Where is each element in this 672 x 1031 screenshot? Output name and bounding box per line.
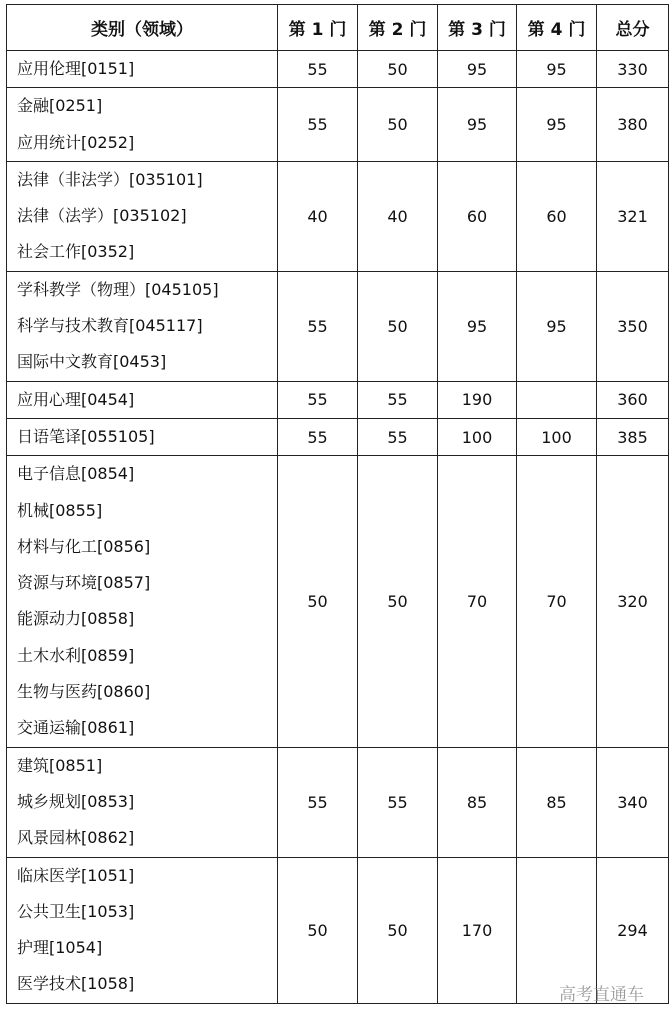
score-total: 330 [597, 51, 669, 88]
category-name: 护理[1054] [17, 938, 103, 958]
score-table [6, 4, 669, 1004]
category-name: 材料与化工[0856] [17, 536, 151, 556]
watermark: 高考直通车 [559, 985, 644, 1005]
score-subject-1: 50 [278, 456, 358, 747]
category-name: 应用统计[0252] [17, 132, 135, 152]
table-row [7, 88, 669, 162]
score-subject-1: 55 [278, 51, 358, 88]
category-name: 日语笔译[055105] [17, 426, 155, 446]
category-cell [7, 381, 278, 418]
score-total: 320 [597, 456, 669, 747]
score-total: 385 [597, 418, 669, 455]
score-subject-3: 170 [438, 857, 517, 1003]
score-subject-3: 95 [438, 88, 517, 162]
score-subject-4 [517, 381, 597, 418]
category-name: 法律（非法学）[035101] [17, 169, 203, 189]
category-cell [7, 418, 278, 455]
table-row [7, 456, 669, 747]
score-subject-2: 50 [358, 51, 438, 88]
header-subject-3: 第 3 门 [438, 5, 517, 51]
score-subject-1: 55 [278, 271, 358, 381]
score-subject-4: 95 [517, 51, 597, 88]
category-name: 医学技术[1058] [17, 974, 135, 994]
score-subject-2: 50 [358, 88, 438, 162]
header-subject-4: 第 4 门 [517, 5, 597, 51]
score-subject-3: 60 [438, 161, 517, 271]
score-subject-2: 40 [358, 161, 438, 271]
table-row [7, 271, 669, 381]
category-name: 电子信息[0854] [17, 464, 135, 484]
score-subject-4: 85 [517, 747, 597, 857]
score-total: 380 [597, 88, 669, 162]
score-subject-2: 55 [358, 747, 438, 857]
score-subject-3: 100 [438, 418, 517, 455]
score-subject-1: 55 [278, 418, 358, 455]
category-name: 生物与医药[0860] [17, 682, 151, 702]
score-subject-1: 55 [278, 747, 358, 857]
category-cell [7, 857, 278, 1003]
score-subject-1: 55 [278, 381, 358, 418]
category-name: 金融[0251] [17, 96, 103, 116]
score-subject-4: 100 [517, 418, 597, 455]
category-name: 交通运输[0861] [17, 718, 135, 738]
score-subject-2: 55 [358, 418, 438, 455]
score-subject-3: 70 [438, 456, 517, 747]
score-subject-4: 95 [517, 88, 597, 162]
category-cell [7, 747, 278, 857]
category-name: 国际中文教育[0453] [17, 352, 167, 372]
category-cell [7, 271, 278, 381]
table-row [7, 161, 669, 271]
score-subject-3: 95 [438, 51, 517, 88]
score-subject-3: 190 [438, 381, 517, 418]
category-name: 法律（法学）[035102] [17, 206, 187, 226]
category-cell [7, 51, 278, 88]
score-subject-1: 40 [278, 161, 358, 271]
category-cell [7, 88, 278, 162]
category-name: 科学与技术教育[045117] [17, 316, 203, 336]
score-subject-2: 55 [358, 381, 438, 418]
category-name: 土木水利[0859] [17, 645, 135, 665]
score-subject-2: 50 [358, 857, 438, 1003]
header-row [7, 5, 669, 51]
table-row [7, 51, 669, 88]
score-subject-3: 85 [438, 747, 517, 857]
category-name: 建筑[0851] [17, 755, 103, 775]
category-name: 资源与环境[0857] [17, 573, 151, 593]
category-name: 城乡规划[0853] [17, 791, 135, 811]
score-subject-4: 70 [517, 456, 597, 747]
category-name: 学科教学（物理）[045105] [17, 279, 219, 299]
category-name: 应用伦理[0151] [17, 59, 135, 78]
header-subject-2: 第 2 门 [358, 5, 438, 51]
category-name: 应用心理[0454] [17, 389, 135, 409]
score-subject-1: 50 [278, 857, 358, 1003]
score-total: 294 [597, 857, 669, 1003]
category-name: 公共卫生[1053] [17, 901, 135, 921]
header-category: 类别（领域） [7, 5, 278, 51]
score-total: 321 [597, 161, 669, 271]
table-row [7, 381, 669, 418]
category-name: 能源动力[0858] [17, 609, 135, 629]
category-name: 临床医学[1051] [17, 865, 135, 885]
score-subject-2: 50 [358, 271, 438, 381]
score-subject-4: 60 [517, 161, 597, 271]
category-cell [7, 456, 278, 747]
category-cell [7, 161, 278, 271]
score-total: 350 [597, 271, 669, 381]
table-row [7, 747, 669, 857]
score-subject-4: 95 [517, 271, 597, 381]
category-name: 社会工作[0352] [17, 242, 135, 262]
category-name: 风景园林[0862] [17, 828, 135, 848]
header-total: 总分 [597, 5, 669, 51]
score-subject-3: 95 [438, 271, 517, 381]
score-total: 360 [597, 381, 669, 418]
score-subject-2: 50 [358, 456, 438, 747]
category-name: 机械[0855] [17, 500, 103, 520]
score-subject-1: 55 [278, 88, 358, 162]
header-subject-1: 第 1 门 [278, 5, 358, 51]
table-row [7, 418, 669, 455]
score-total: 340 [597, 747, 669, 857]
